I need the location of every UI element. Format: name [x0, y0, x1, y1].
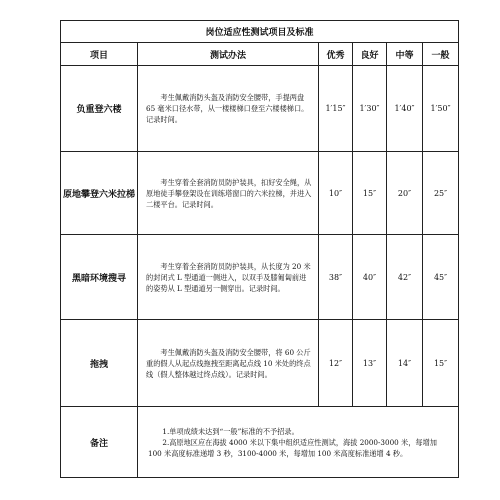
- method-text: 考生穿着全套消防员防护装具，从长度为 20 米的封闭式 L 型通道一侧进入，以双手及膝匍匐前进的姿势从 L 型通道另一侧穿出。记录时间。: [146, 261, 311, 293]
- grade-medium: 1′40″: [387, 66, 423, 152]
- grade-excellent: 10″: [319, 152, 353, 235]
- header-row: [61, 43, 459, 66]
- header-item: 项目: [61, 43, 138, 66]
- method-text: 考生佩戴消防头盔及消防安全腰带，将 60 公斤重的假人从起点线拖拽至距离起点线 10 米处的终点线（假人整体越过终点线）。记录时间。: [146, 347, 311, 379]
- grade-good: 15″: [353, 152, 387, 235]
- grade-medium: 14″: [387, 320, 423, 407]
- grade-average: 45″: [423, 235, 459, 320]
- grade-average: 1′50″: [423, 66, 459, 152]
- grade-excellent: 1′15″: [319, 66, 353, 152]
- header-method: 测试办法: [138, 43, 319, 66]
- grade-excellent: 12″: [319, 320, 353, 407]
- row-method: [138, 320, 319, 407]
- row-item: 原地攀登六米拉梯: [61, 152, 138, 235]
- table-row: [61, 235, 459, 320]
- row-item: 黑暗环境搜寻: [61, 235, 138, 320]
- table-row: [61, 152, 459, 235]
- grade-medium: 20″: [387, 152, 423, 235]
- grade-good: 1′30″: [353, 66, 387, 152]
- grade-good: 13″: [353, 320, 387, 407]
- header-excellent: 优秀: [319, 43, 353, 66]
- note-row: [61, 407, 459, 478]
- header-average: 一般: [423, 43, 459, 66]
- note-line-1: 1.单项成绩未达到“一般”标准的不予招录。: [162, 426, 299, 436]
- grade-medium: 42″: [387, 235, 423, 320]
- row-method: [138, 66, 319, 152]
- header-good: 良好: [353, 43, 387, 66]
- header-medium: 中等: [387, 43, 423, 66]
- row-method: [138, 235, 319, 320]
- row-method: [138, 152, 319, 235]
- row-item: 负重登六楼: [61, 66, 138, 152]
- row-item: 拖拽: [61, 320, 138, 407]
- note-label: 备注: [61, 407, 138, 478]
- method-text: 考生佩戴消防头盔及消防安全腰带，手提两盘 65 毫米口径水带，从一楼楼梯口登至六楼楼梯口。记录时间。: [146, 93, 309, 124]
- table-title: 岗位适应性测试项目及标准: [61, 21, 459, 43]
- grade-good: 40″: [353, 235, 387, 320]
- grade-average: 15″: [423, 320, 459, 407]
- table-row: [61, 66, 459, 152]
- note-content: [138, 407, 459, 478]
- method-text: 考生穿着全套消防员防护装具，扣好安全绳，从原地徒手攀登架设在训练塔窗口的六米拉梯，并进入二楼平台。记录时间。: [146, 177, 312, 209]
- standards-document: [60, 20, 458, 475]
- note-line-2: 2.高原地区应在海拔 4000 米以下集中组织适应性测试，海拔 2000-3000 米，每增加 100 米高度标准递增 3 秒，3100-4000 米，每增加 100 米高度标准递增 4 秒。: [148, 437, 437, 458]
- grade-excellent: 38″: [319, 235, 353, 320]
- standards-table: [60, 20, 459, 478]
- table-row: [61, 320, 459, 407]
- grade-average: 25″: [423, 152, 459, 235]
